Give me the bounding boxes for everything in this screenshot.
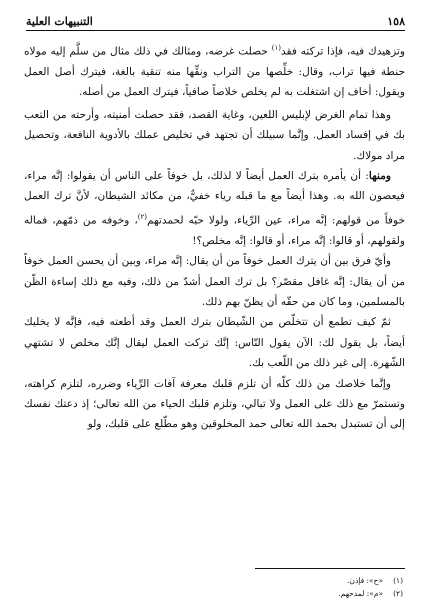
page-number: ١٥٨: [387, 15, 405, 28]
footnote-marker-2: (٢): [137, 212, 147, 221]
paragraph-3-lead: ومنها: [368, 169, 391, 182]
footnote-marker-1: (١): [271, 44, 281, 52]
page-header: [26, 10, 405, 28]
paragraph-3: ومنها: أن يأمره بترك العمل أيضاً لا لذلك، بل خوفاً على الناس أن يقولوا: إنَّه مراء، فيعصون الله به. وهذا أيضاً مع ما قبله رياء خفيٌّ، من مكائد الشيطان، لأنَّ ترك العمل خوفاً من قولهم: إنَّه مراء، عين الرِّياء، ولولا حبّه لحمدتهم$^{(٢)}$، وخوفه من ذمّهم، فماله ولقولهم، أو قالوا: إنَّه مراء، أو قالوا: إنَّه مخلص؟!: [24, 169, 406, 247]
footnotes: [24, 574, 403, 600]
footnote-number: (١): [393, 576, 403, 585]
paragraph-6: وإنَّما خلاصك من ذلك كلّه أن تلزم قلبك معرفة آفات الرِّياء وضرره، لتلزم كراهته، وتستمرّ مع ذلك على العمل ولا تبالي، وتلزم قلبك الحياء من الله تعالى؛ إذ دعتك نفسك إلى أن تستبدل بحمد الله تعالى حمد المخلوقين وهو مطّلع على قلبك، ولو: [24, 377, 405, 431]
paragraph-2: وهذا تمام الغرض لإبليس اللعين، وغاية القصد، فقد حصلت أمنيته، وأرحته من التعب بك في إفساد العمل. وإنَّما سبيلك أن تجتهد في تخليص عملك بالأدوية النافعة، وتحصيل مراد مولاك.: [24, 108, 405, 162]
footnote-text: «ح»: فإذن.: [347, 576, 384, 585]
footnote-number: (٢): [393, 589, 403, 598]
footnote-1: [24, 574, 403, 587]
paragraph-4: وأيّ فرق بين أن يترك العمل خوفاً من أن يقال: إنَّه مراء، وبين أن يحسن العمل خوفاً من أن يقال: إنَّه غافل مقصّر؟ بل ترك العمل أشدّ من ذلك، وفيه مع ذلك إساءة الظّن بالمسلمين، وما كان من حقّه أن يظنّ بهم ذلك.: [24, 255, 405, 308]
footnote-rule: [255, 568, 405, 569]
footnote-2: [24, 587, 403, 600]
paragraph-5: ثمّ كيف تطمع أن تتخلّص من الشّيطان بترك العمل وقد أطعته فيه، فإنَّه لا يخليك أيضاً، بل يقول لك: الآن يقول النّاس: إنَّك تركت العمل ليقال إنَّك مخلص لا تشتهي الشّهرة. إلى غير ذلك من اللّعب بك.: [24, 316, 405, 370]
running-title: التنبيهات العلية: [26, 15, 93, 28]
paragraph-1: وتزهيدك فيه، فإذا تركته فقد$^{(١)}$ حصلت غرضه، ومثالك في ذلك مثال من سلَّم إليه مولاه حنطة فيها تراب، وقال: خلِّصها من التراب ونقِّها منه تنقية بالغة، فيترك أصل العمل ويقول: أخاف إن اشتغلت به لم يخلص خلاصاً صافياً، فيترك العمل من أصله.: [24, 44, 406, 99]
main-text: [24, 38, 405, 435]
header-rule: [26, 30, 405, 31]
footnote-text: «م»: لمدحهم.: [338, 589, 384, 598]
